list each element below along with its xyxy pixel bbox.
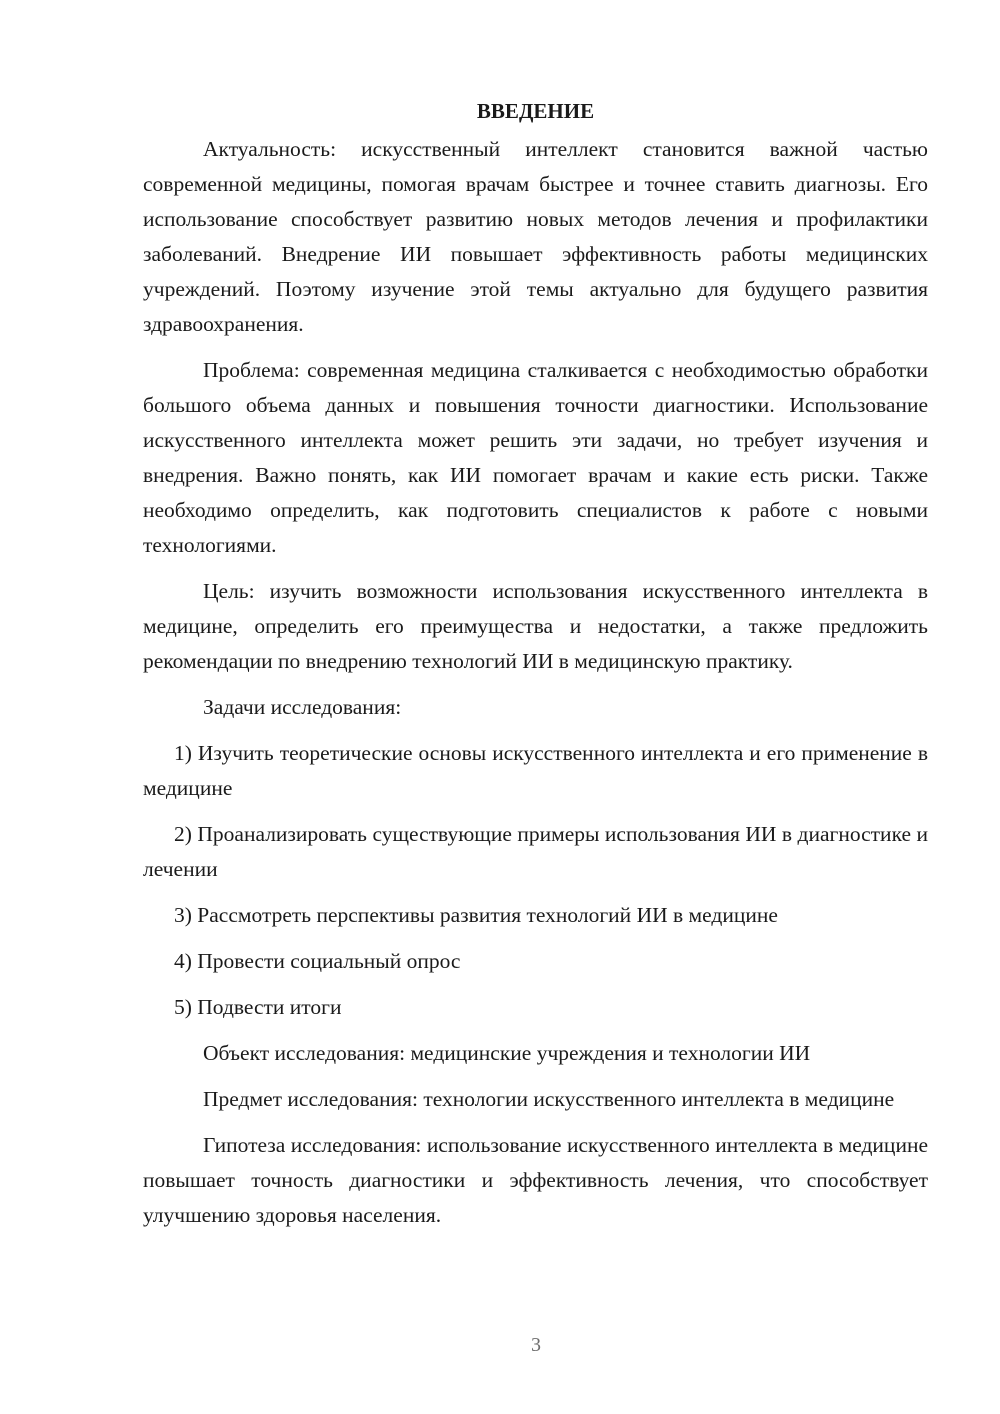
task-item-1: 1) Изучить теоретические основы искусственного интеллекта и его применение в медицине <box>143 741 928 800</box>
section-title: ВВЕДЕНИЕ <box>476 99 595 123</box>
relevance-paragraph: Актуальность: искусственный интеллект становится важной частью современной медицины, помогая врачам быстрее и точнее ставить диагнозы. Его использование способствует развитию новых методов лечения и профилактики заболеваний. Внедрение ИИ повышает эффективность работы медицинских учреждений. Поэтому изучение этой темы актуально для будущего развития здравоохранения. <box>143 137 928 336</box>
task-item-2: 2) Проанализировать существующие примеры использования ИИ в диагностике и лечении <box>143 822 928 881</box>
object-paragraph: Объект исследования: медицинские учреждения и технологии ИИ <box>203 1041 811 1065</box>
task-item-5: 5) Подвести итоги <box>174 995 342 1019</box>
hypothesis-paragraph: Гипотеза исследования: использование искусственного интеллекта в медицине повышает точность диагностики и эффективность лечения, что способствует улучшению здоровья населения. <box>143 1133 928 1227</box>
problem-paragraph: Проблема: современная медицина сталкивается с необходимостью обработки большого объема данных и повышения точности диагностики. Использование искусственного интеллекта может решить эти задачи, но требует изучения и внедрения. Важно понять, как ИИ помогает врачам и какие есть риски. Также необходимо определить, как подготовить специалистов к работе с новыми технологиями. <box>143 358 928 557</box>
task-item-3: 3) Рассмотреть перспективы развития технологий ИИ в медицине <box>174 903 778 927</box>
subject-paragraph: Предмет исследования: технологии искусственного интеллекта в медицине <box>203 1087 895 1111</box>
tasks-heading: Задачи исследования: <box>203 695 402 719</box>
page-content <box>143 94 928 1233</box>
goal-paragraph: Цель: изучить возможности использования искусственного интеллекта в медицине, определить его преимущества и недостатки, а также предложить рекомендации по внедрению технологий ИИ в медицинскую практику. <box>143 579 928 673</box>
page-number: 3 <box>531 1334 541 1356</box>
task-item-4: 4) Провести социальный опрос <box>174 949 461 973</box>
